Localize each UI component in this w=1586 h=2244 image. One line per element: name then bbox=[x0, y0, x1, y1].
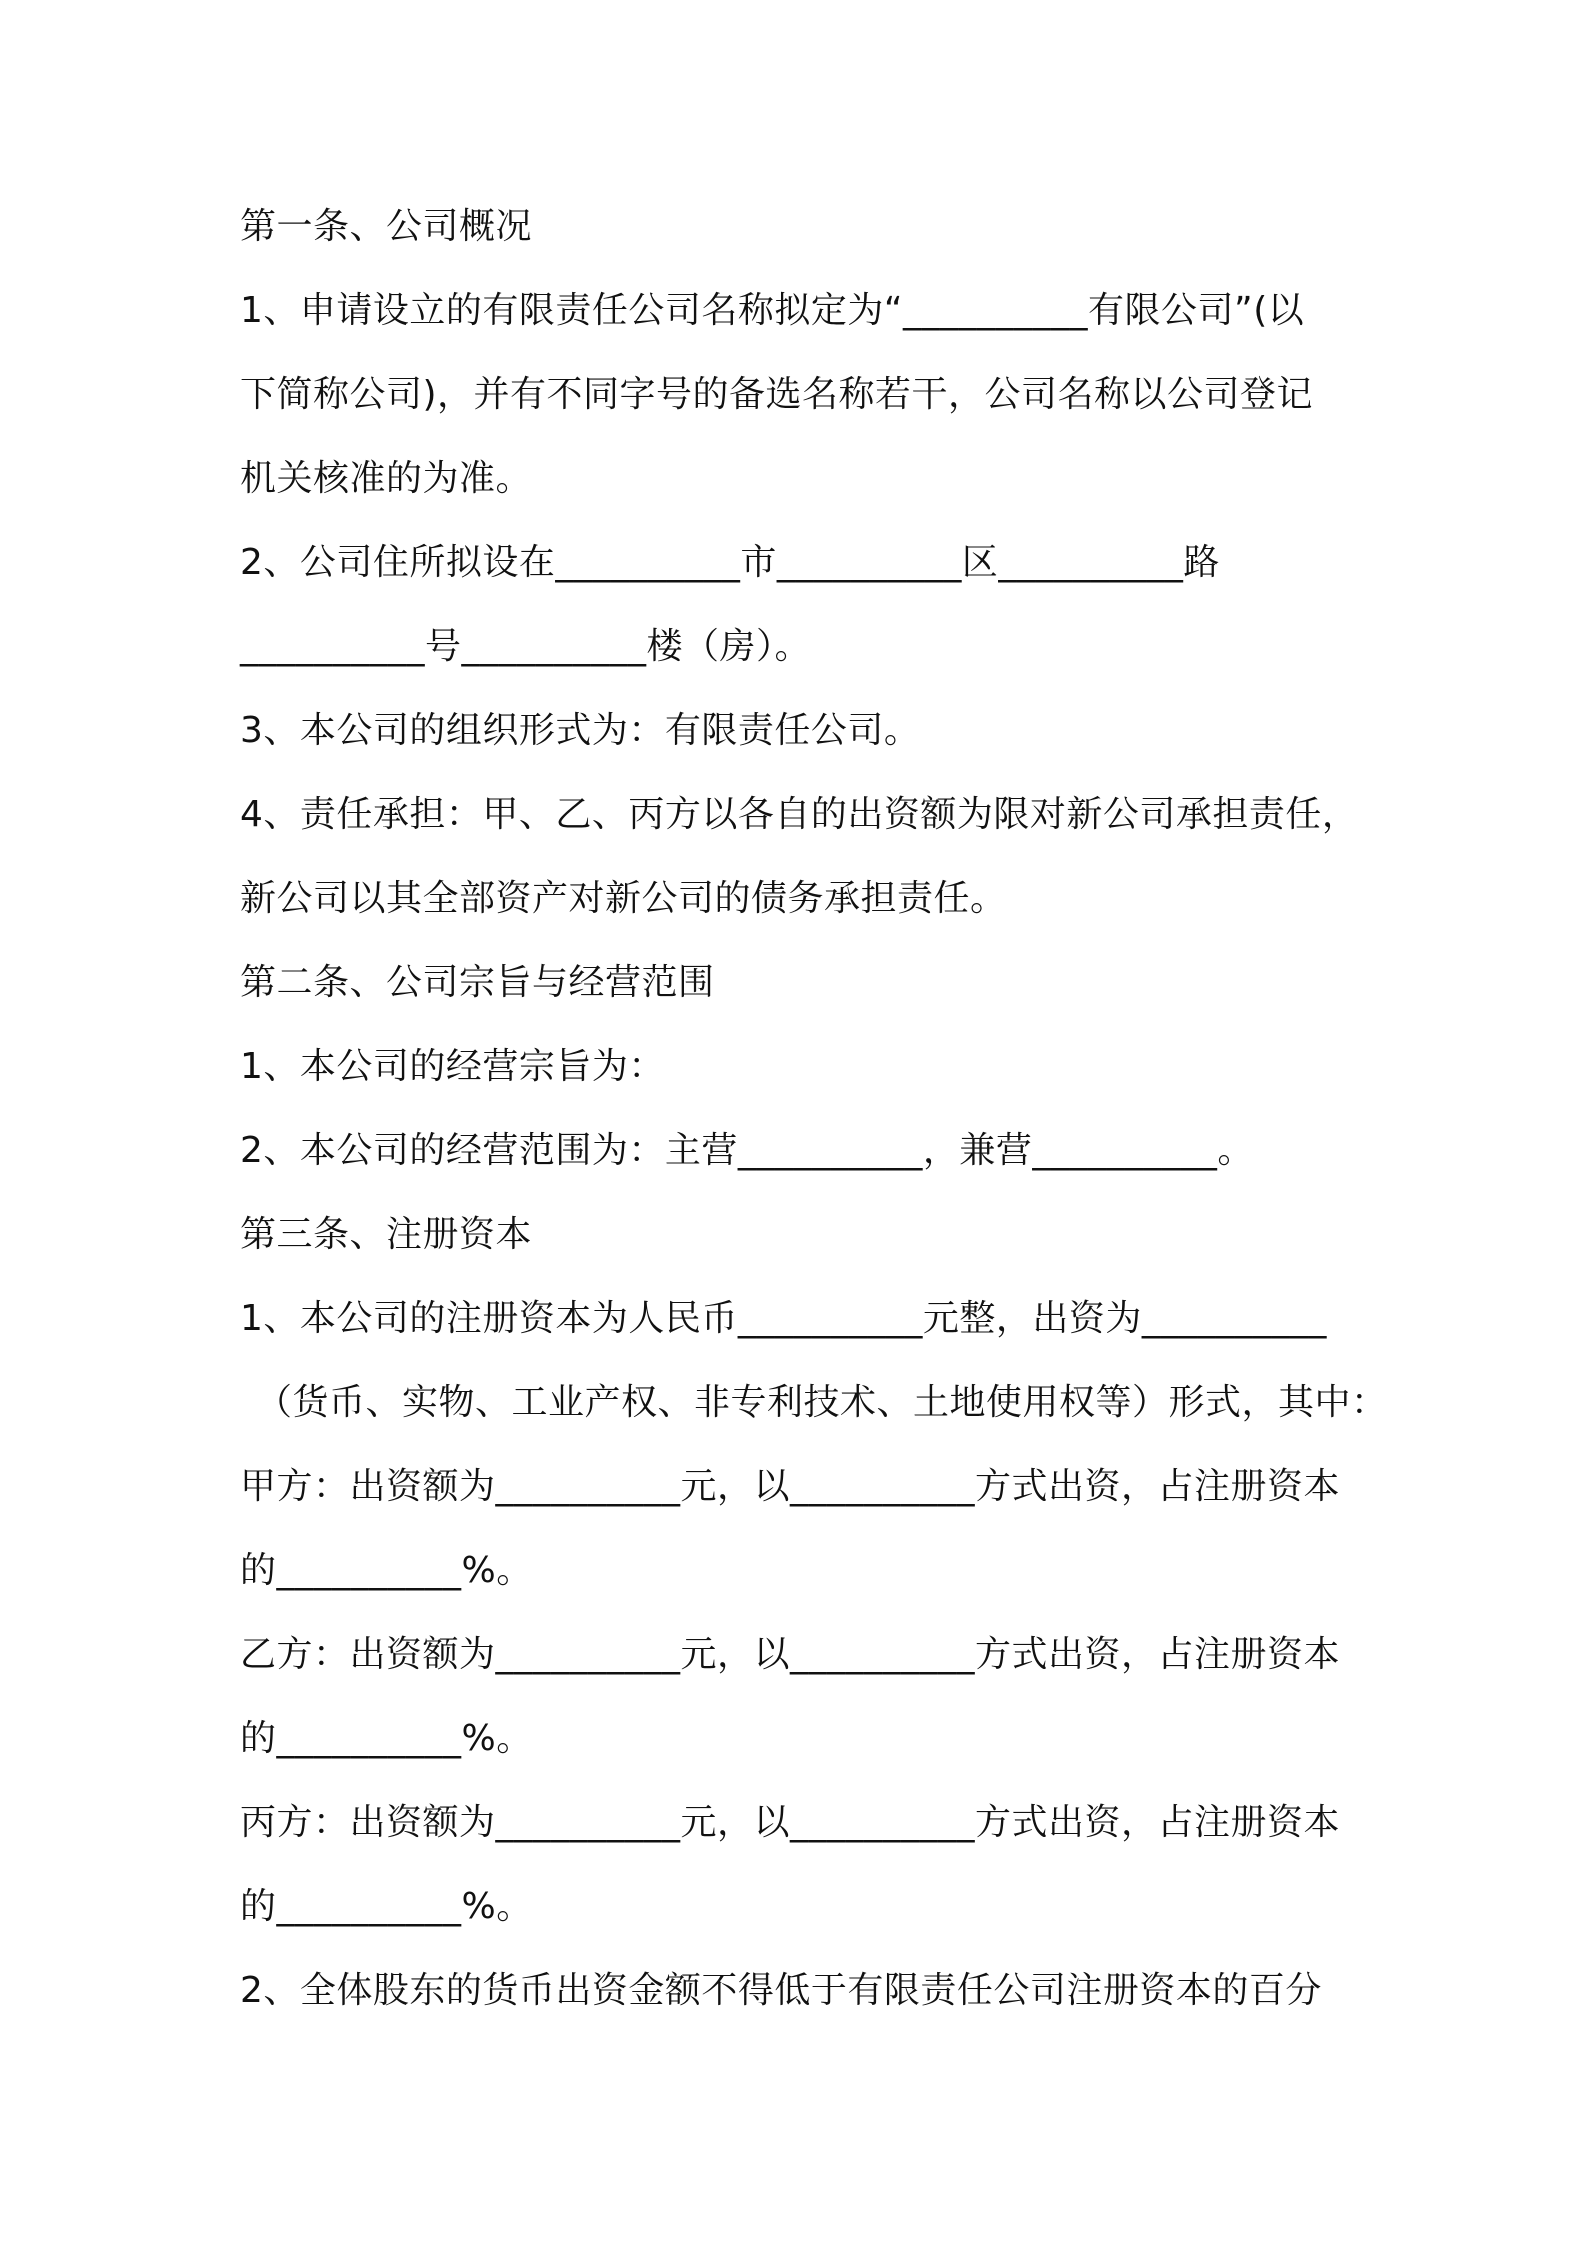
paragraph-line: 4、责任承担：甲、乙、丙方以各自的出资额为限对新公司承担责任， bbox=[240, 794, 1359, 835]
paragraph-line: 机关核准的为准。 bbox=[240, 458, 533, 499]
paragraph-line: 3、本公司的组织形式为：有限责任公司。 bbox=[240, 710, 921, 751]
paragraph-line: 2、公司住所拟设在__________市__________区__________路 bbox=[240, 542, 1220, 583]
paragraph-line: 2、全体股东的货币出资金额不得低于有限责任公司注册资本的百分 bbox=[240, 1970, 1322, 2011]
party-a-contribution-line: 甲方：出资额为__________元，以__________方式出资，占注册资本 bbox=[240, 1466, 1341, 1507]
party-a-percentage-line: 的__________%。 bbox=[240, 1550, 533, 1591]
paragraph-line: （货币、实物、工业产权、非专利技术、土地使用权等）形式，其中： bbox=[256, 1382, 1388, 1423]
paragraph-line: 1、申请设立的有限责任公司名称拟定为“__________有限公司”(以 bbox=[240, 290, 1305, 331]
party-b-contribution-line: 乙方：出资额为__________元，以__________方式出资，占注册资本 bbox=[240, 1634, 1341, 1675]
paragraph-line: 1、本公司的注册资本为人民币__________元整，出资为__________ bbox=[240, 1298, 1327, 1339]
paragraph-line: 1、本公司的经营宗旨为： bbox=[240, 1046, 665, 1087]
paragraph-line: 新公司以其全部资产对新公司的债务承担责任。 bbox=[240, 878, 1007, 919]
party-c-contribution-line: 丙方：出资额为__________元，以__________方式出资，占注册资本 bbox=[240, 1802, 1341, 1843]
article-3-heading: 第三条、注册资本 bbox=[240, 1214, 533, 1255]
article-2-heading: 第二条、公司宗旨与经营范围 bbox=[240, 962, 715, 1003]
paragraph-line: 2、本公司的经营范围为：主营__________，兼营__________。 bbox=[240, 1130, 1254, 1171]
paragraph-line: __________号__________楼（房）。 bbox=[240, 626, 812, 667]
party-b-percentage-line: 的__________%。 bbox=[240, 1718, 533, 1759]
article-1-heading: 第一条、公司概况 bbox=[240, 206, 533, 247]
paragraph-line: 下简称公司)，并有不同字号的备选名称若干，公司名称以公司登记 bbox=[240, 374, 1314, 415]
party-c-percentage-line: 的__________%。 bbox=[240, 1886, 533, 1927]
